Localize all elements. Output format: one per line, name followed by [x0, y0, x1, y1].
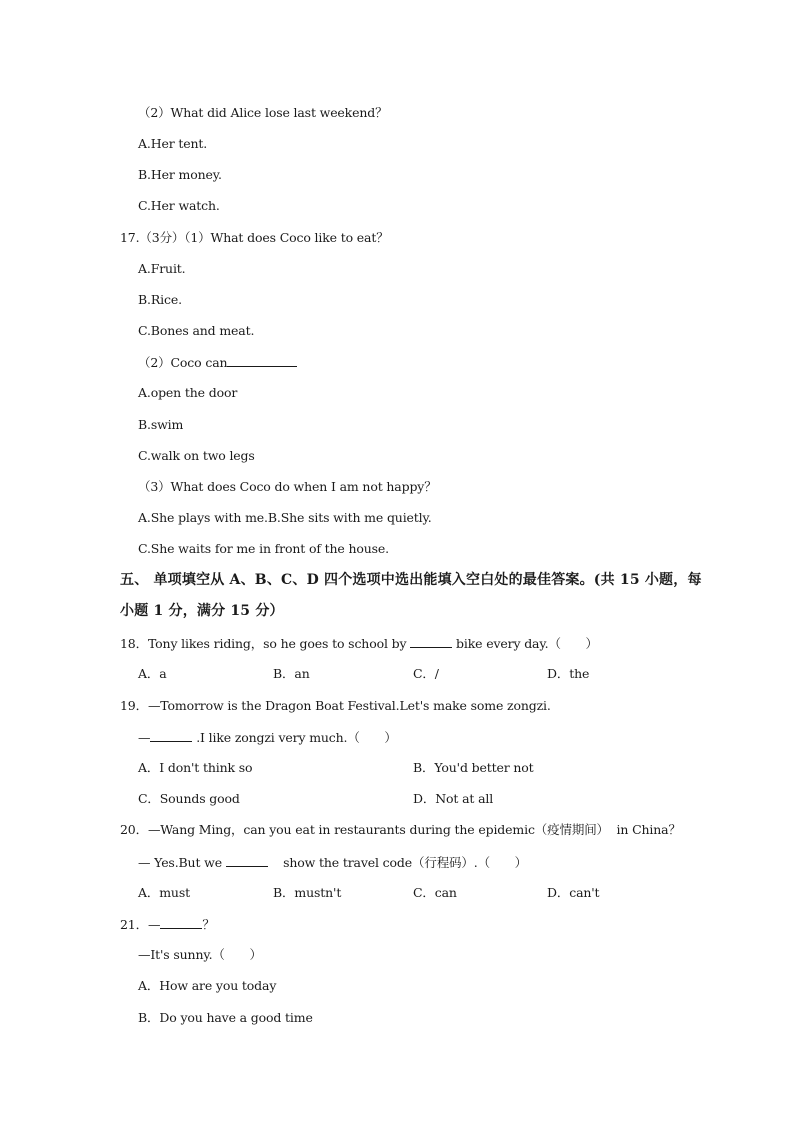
q16-option-b: B.Her money.	[138, 167, 222, 182]
q17-sub2-text: （2）Coco can	[138, 355, 228, 370]
q17-header: 17.（3分）（1）What does Coco like to eat？	[120, 230, 389, 245]
q17-sub3-question: （3）What does Coco do when I am not happy？	[138, 479, 437, 494]
q19-dash: —	[138, 730, 151, 745]
q21-option-b: B．Do you have a good time	[138, 1010, 313, 1025]
q18-option-a: A．a	[138, 666, 167, 681]
q18-stem-a: 18．Tony likes riding，so he goes to school by	[120, 636, 407, 651]
q18-stem-b: bike every day.（ ）	[456, 636, 598, 651]
answer-blank	[150, 729, 192, 742]
q21-number-dash: 21．—	[120, 917, 161, 932]
q17-sub2-question	[138, 354, 297, 371]
q19-line2-rest: .I like zongzi very much.（ ）	[196, 730, 397, 745]
q16-option-a: A.Her tent.	[138, 136, 208, 151]
q17-sub1-option-b: B.Rice.	[138, 292, 182, 307]
q16-option-c: C.Her watch.	[138, 198, 220, 213]
q20-line1: 20．—Wang Ming，can you eat in restaurants during the epidemic（疫情期间） in China？	[120, 822, 681, 837]
q17-sub2-option-c: C.walk on two legs	[138, 448, 255, 463]
q17-sub3-options-ab: A.She plays with me.B.She sits with me quietly.	[138, 510, 432, 525]
q19-line2	[138, 729, 397, 746]
q21-line2: —It's sunny.（ ）	[138, 947, 262, 962]
q20-option-d: D．can't	[547, 885, 600, 900]
q21-question-mark: ？	[202, 917, 215, 932]
q19-option-a: A．I don't think so	[138, 760, 253, 775]
q19-option-c: C．Sounds good	[138, 791, 240, 806]
q19-option-d: D．Not at all	[413, 791, 494, 806]
answer-blank	[160, 916, 202, 929]
q20-option-c: C．can	[413, 885, 457, 900]
q20-option-a: A．must	[138, 885, 190, 900]
answer-blank	[410, 635, 452, 648]
q17-sub1-option-a: A.Fruit.	[138, 261, 186, 276]
q16-sub2-question: （2）What did Alice lose last weekend？	[138, 105, 388, 120]
section-5-heading-line2: 小题 1 分，满分 15 分）	[120, 603, 284, 619]
q17-sub3-option-c: C.She waits for me in front of the house.	[138, 541, 389, 556]
q20-line2-a: — Yes.But we	[138, 855, 222, 870]
section-5-heading-line1: 五、 单项填空从 A、B、C、D 四个选项中选出能填入空白处的最佳答案。(共 15 小题，每	[120, 572, 702, 588]
q18-option-b: B．an	[273, 666, 310, 681]
q18-option-d: D．the	[547, 666, 590, 681]
q20-line2	[138, 854, 527, 871]
q17-sub2-option-a: A.open the door	[138, 385, 238, 400]
q17-sub1-option-c: C.Bones and meat.	[138, 323, 255, 338]
q21-option-a: A．How are you today	[138, 978, 277, 993]
answer-blank	[226, 854, 268, 867]
q17-sub2-option-b: B.swim	[138, 417, 184, 432]
q19-option-b: B．You'd better not	[413, 760, 534, 775]
q19-line1: 19．—Tomorrow is the Dragon Boat Festival.Let's make some zongzi.	[120, 698, 551, 713]
q18-stem	[120, 635, 598, 652]
q20-option-b: B．mustn't	[273, 885, 342, 900]
q20-line2-b: show the travel code（行程码）.（ ）	[283, 855, 527, 870]
answer-blank	[227, 354, 297, 367]
q18-option-c: C．/	[413, 666, 439, 681]
q21-line1	[120, 916, 215, 933]
